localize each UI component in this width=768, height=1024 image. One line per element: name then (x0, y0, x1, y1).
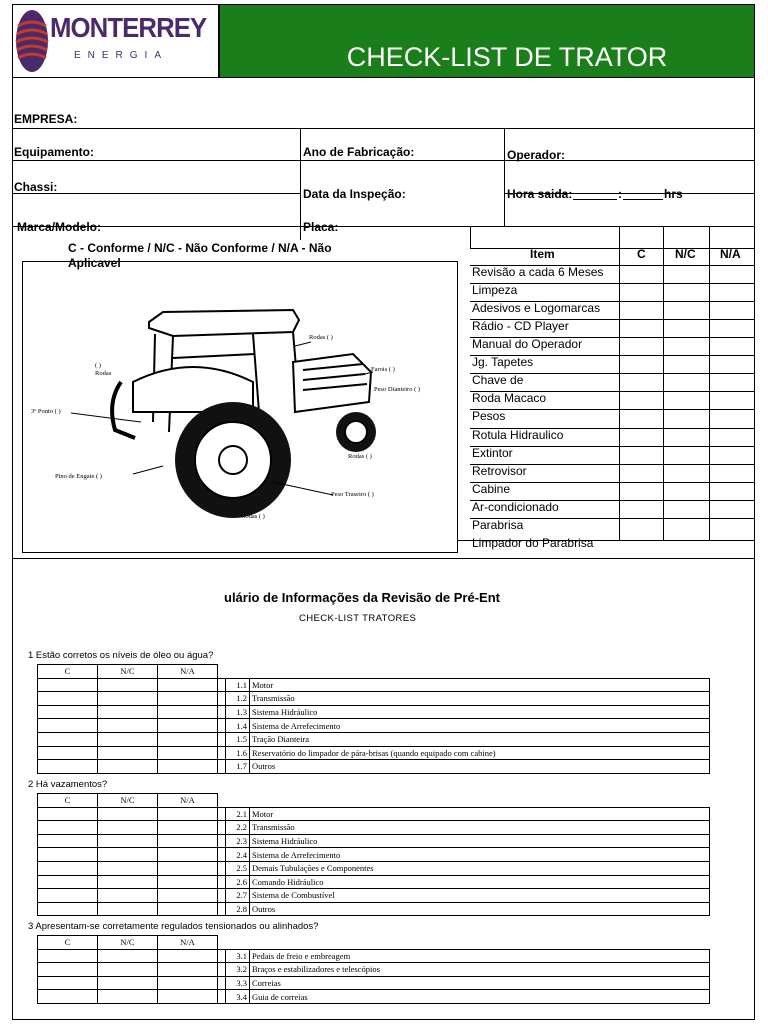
diagram-label-rodas2b: Rodas (95, 370, 112, 377)
diagram-label-rodas2: ( ) (95, 362, 101, 369)
table-row (38, 963, 710, 977)
row-number: 1.7 (226, 760, 250, 774)
check-cell[interactable] (98, 746, 158, 760)
check-cell[interactable] (98, 705, 158, 719)
check-cell[interactable] (158, 760, 218, 774)
check-cell[interactable] (158, 875, 218, 889)
check-cell[interactable] (158, 902, 218, 916)
check-cell[interactable] (38, 732, 98, 746)
col-header: C (38, 936, 98, 950)
row-number: 2.7 (226, 889, 250, 903)
row-text: Reservatório do limpador de pára-brisas (quando equipado com cabine) (250, 746, 710, 760)
check-cell[interactable] (158, 963, 218, 977)
check-cell[interactable] (38, 848, 98, 862)
check-cell[interactable] (158, 678, 218, 692)
row-text: Pedais de freio e embreagem (250, 949, 710, 963)
table-row (38, 949, 710, 963)
check-cell[interactable] (38, 834, 98, 848)
row-number: 1.6 (226, 746, 250, 760)
check-item: Ar-condicionado (472, 500, 559, 514)
table-row (38, 990, 710, 1004)
check-cell[interactable] (38, 949, 98, 963)
row-number: 2.6 (226, 875, 250, 889)
check-cell[interactable] (158, 705, 218, 719)
field-equipamento: Equipamento: (14, 145, 94, 159)
col-header: C (38, 665, 98, 679)
field-empresa: EMPRESA: (14, 112, 78, 126)
row-text: Correias (250, 976, 710, 990)
field-data: Data da Inspeção: (303, 187, 406, 201)
form-subtitle: CHECK-LIST TRATORES (299, 613, 417, 624)
check-cell[interactable] (158, 732, 218, 746)
diagram-label-rodas3: Rodas ( ) (348, 453, 372, 460)
table-row (38, 807, 710, 821)
check-cell[interactable] (158, 692, 218, 706)
check-cell[interactable] (98, 834, 158, 848)
row-number: 2.1 (226, 807, 250, 821)
row-number: 1.3 (226, 705, 250, 719)
row-text: Transmissão (250, 821, 710, 835)
row-text: Comando Hidráulico (250, 875, 710, 889)
col-header: N/A (158, 794, 218, 808)
check-cell[interactable] (158, 834, 218, 848)
check-cell[interactable] (98, 963, 158, 977)
col-header: N/A (158, 665, 218, 679)
table-row (38, 834, 710, 848)
col-header: N/C (98, 936, 158, 950)
row-text: Transmissão (250, 692, 710, 706)
diagram-label-peso-dianteiro: Peso Dianteiro ( ) (374, 386, 421, 393)
row-text: Outros (250, 902, 710, 916)
check-item: Jg. Tapetes (472, 355, 534, 369)
check-item: Roda Macaco (472, 391, 547, 405)
row-text: Demais Tubulações e Componentes (250, 861, 710, 875)
check-cell[interactable] (158, 861, 218, 875)
check-cell[interactable] (158, 949, 218, 963)
row-text: Motor (250, 678, 710, 692)
table-row (38, 732, 710, 746)
check-cell[interactable] (98, 861, 158, 875)
check-item: Rotula Hidraulico (472, 428, 564, 442)
check-cell[interactable] (38, 807, 98, 821)
legend-text: C - Conforme / N/C - Não Conforme / N/A - Não Aplicavel (68, 241, 332, 270)
row-number: 3.3 (226, 976, 250, 990)
check-cell[interactable] (98, 821, 158, 835)
row-text: Guia de correias (250, 990, 710, 1004)
check-cell[interactable] (38, 902, 98, 916)
table-row (38, 976, 710, 990)
row-text: Braços e estabilizadores e telescópios (250, 963, 710, 977)
logo-subtitle: ENERGIA (74, 50, 169, 61)
check-cell[interactable] (38, 746, 98, 760)
check-cell[interactable] (98, 949, 158, 963)
section-1-title: 1 Estão corretos os níveis de óleo ou água? (28, 650, 214, 661)
check-cell[interactable] (98, 807, 158, 821)
diagram-label-peso-traseiro: Peso Traseiro ( ) (331, 491, 374, 498)
table-row (38, 719, 710, 733)
col-header: C (38, 794, 98, 808)
row-text: Sistema de Combustível (250, 889, 710, 903)
row-number: 3.2 (226, 963, 250, 977)
check-item: Extintor (472, 446, 513, 460)
table-row (38, 746, 710, 760)
check-item: Parabrisa (472, 518, 524, 532)
check-cell[interactable] (38, 692, 98, 706)
tractor-image (23, 262, 457, 552)
check-cell[interactable] (158, 807, 218, 821)
diagram-label-rodas4: Rodas ( ) (241, 513, 265, 520)
field-chassi: Chassi: (14, 180, 58, 194)
check-cell[interactable] (98, 902, 158, 916)
check-cell[interactable] (98, 760, 158, 774)
col-header: N/A (158, 936, 218, 950)
section-2-title: 2 Há vazamentos? (28, 779, 108, 790)
diagram-label-pino: Pino de Engate ( ) (55, 473, 102, 480)
check-cell[interactable] (98, 692, 158, 706)
logo-emblem-icon (14, 8, 50, 74)
check-cell[interactable] (38, 719, 98, 733)
diagram-label-farois: Farois ( ) (371, 366, 395, 373)
field-hora-unit: hrs (664, 187, 683, 201)
check-header-item: Item (530, 247, 555, 261)
check-cell[interactable] (38, 976, 98, 990)
check-item: Chave de (472, 373, 524, 387)
logo-name: MONTERREY (50, 12, 207, 43)
row-number: 3.1 (226, 949, 250, 963)
check-cell[interactable] (158, 719, 218, 733)
diagram-label-terceiro-ponto: 3º Ponto ( ) (31, 408, 61, 415)
table-row (38, 678, 710, 692)
check-cell[interactable] (158, 848, 218, 862)
check-cell[interactable] (158, 990, 218, 1004)
check-cell[interactable] (98, 732, 158, 746)
row-number: 2.5 (226, 861, 250, 875)
col-header: N/C (98, 794, 158, 808)
row-number: 2.3 (226, 834, 250, 848)
form-title: ulário de Informações da Revisão de Pré-Ent (224, 590, 500, 605)
check-cell[interactable] (158, 821, 218, 835)
field-marca: Marca/Modelo: (17, 220, 102, 234)
check-cell[interactable] (98, 875, 158, 889)
table-row (38, 821, 710, 835)
row-text: Tração Dianteira (250, 732, 710, 746)
check-item: Cabine (472, 482, 511, 496)
check-cell[interactable] (38, 875, 98, 889)
field-ano: Ano de Fabricação: (303, 145, 415, 159)
table-row (38, 875, 710, 889)
check-cell[interactable] (38, 889, 98, 903)
check-cell[interactable] (98, 889, 158, 903)
field-operador: Operador: (507, 148, 566, 162)
check-item: Manual do Operador (472, 337, 583, 351)
row-number: 2.8 (226, 902, 250, 916)
table-row (38, 692, 710, 706)
check-cell[interactable] (38, 990, 98, 1004)
row-number: 1.4 (226, 719, 250, 733)
check-item: Adesivos e Logomarcas (472, 301, 601, 315)
check-item: Rádio - CD Player (472, 319, 569, 333)
field-hora-sep: : (618, 187, 622, 201)
table-row (38, 848, 710, 862)
check-cell[interactable] (38, 963, 98, 977)
check-cell[interactable] (98, 848, 158, 862)
row-text: Sistema Hidráulico (250, 834, 710, 848)
check-cell[interactable] (98, 719, 158, 733)
check-header-nc: N/C (675, 247, 696, 261)
row-number: 1.2 (226, 692, 250, 706)
check-item: Limpeza (472, 283, 518, 297)
check-cell[interactable] (158, 746, 218, 760)
check-item: Retrovisor (472, 464, 527, 478)
table-row (38, 705, 710, 719)
table-row (38, 889, 710, 903)
row-number: 1.1 (226, 678, 250, 692)
col-header: N/C (98, 665, 158, 679)
row-text: Sistema de Arrefecimento (250, 848, 710, 862)
check-cell[interactable] (98, 678, 158, 692)
check-cell[interactable] (38, 678, 98, 692)
check-item: Revisão a cada 6 Meses (472, 265, 604, 279)
table-row (38, 760, 710, 774)
row-text: Sistema Hidráulico (250, 705, 710, 719)
row-text: Outros (250, 760, 710, 774)
check-cell[interactable] (38, 821, 98, 835)
diagram-label-rodas1: Rodas ( ) (309, 334, 333, 341)
row-text: Motor (250, 807, 710, 821)
field-hora: Hora saida: (507, 187, 573, 201)
row-number: 3.4 (226, 990, 250, 1004)
check-header-c: C (637, 247, 646, 261)
check-cell[interactable] (38, 861, 98, 875)
check-header-na: N/A (720, 247, 741, 261)
check-cell[interactable] (158, 889, 218, 903)
check-item: Limpador do Parabrisa (472, 536, 594, 550)
check-cell[interactable] (38, 705, 98, 719)
check-item: Pesos (472, 409, 506, 423)
row-number: 2.2 (226, 821, 250, 835)
page-title: CHECK-LIST DE TRATOR (346, 42, 668, 72)
section-3-title: 3 Apresentam-se corretamente regulados tensionados ou alinhados? (28, 921, 319, 932)
check-cell[interactable] (98, 990, 158, 1004)
row-text: Sistema de Arrefecimento (250, 719, 710, 733)
row-number: 2.4 (226, 848, 250, 862)
field-placa: Placa: (303, 220, 339, 234)
table-row (38, 861, 710, 875)
table-row (38, 902, 710, 916)
row-number: 1.5 (226, 732, 250, 746)
check-cell[interactable] (98, 976, 158, 990)
check-cell[interactable] (158, 976, 218, 990)
check-cell[interactable] (38, 760, 98, 774)
